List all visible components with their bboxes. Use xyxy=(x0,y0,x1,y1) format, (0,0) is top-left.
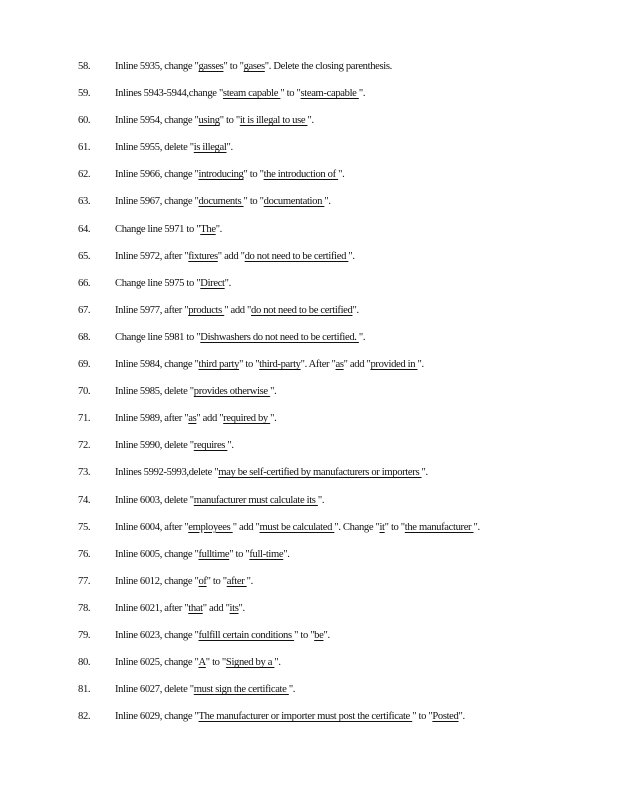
quoted-phrase: Direct xyxy=(200,277,225,289)
quoted-phrase: is illegal xyxy=(193,142,227,154)
list-item xyxy=(0,492,618,519)
list-item xyxy=(0,356,618,383)
quoted-phrase: steam-capable xyxy=(300,88,359,100)
item-number: 58. xyxy=(78,61,91,72)
quoted-phrase: fulltime xyxy=(198,548,230,560)
quoted-phrase: after xyxy=(226,575,247,587)
list-item xyxy=(0,573,618,600)
item-text: Inline 6021, after "that" add "its". xyxy=(115,602,245,614)
item-text: Change line 5981 to "Dishwashers do not need to be certified. ". xyxy=(115,331,366,343)
quoted-phrase: documentation xyxy=(263,196,325,208)
quoted-phrase: its xyxy=(229,602,239,614)
quoted-phrase: provides otherwise xyxy=(193,386,271,398)
item-text: Inline 5967, change "documents " to "documentation ". xyxy=(115,196,331,208)
list-item xyxy=(0,58,618,85)
item-text: Inline 6029, change "The manufacturer or importer must post the certificate " to "Posted". xyxy=(115,711,465,723)
quoted-phrase: required by xyxy=(223,413,271,425)
quoted-phrase: manufacturer must calculate its xyxy=(193,494,318,506)
item-number: 73. xyxy=(78,467,91,479)
item-text: Change line 5971 to "The". xyxy=(115,223,222,235)
quoted-phrase: The manufacturer or importer must post the certificate xyxy=(198,711,413,723)
list-item xyxy=(0,221,618,248)
list-item xyxy=(0,383,618,410)
item-text: Inline 6025, change "A" to "Signed by a ". xyxy=(115,657,281,669)
quoted-phrase: as xyxy=(188,413,197,425)
quoted-phrase: third-party xyxy=(259,359,301,371)
quoted-phrase: as xyxy=(335,359,344,371)
list-item xyxy=(0,166,618,193)
quoted-phrase: it xyxy=(379,521,385,533)
list-item xyxy=(0,329,618,356)
item-text: Change line 5975 to "Direct". xyxy=(115,277,231,289)
quoted-phrase: Posted xyxy=(432,711,459,723)
item-text: Inline 5990, delete "requires ". xyxy=(115,440,234,452)
item-text: Inline 5972, after "fixtures" add "do not need to be certified ". xyxy=(115,250,355,262)
item-number: 61. xyxy=(78,142,91,154)
item-number: 60. xyxy=(78,115,91,127)
list-item xyxy=(0,519,618,546)
list-item xyxy=(0,627,618,654)
item-number: 69. xyxy=(78,359,91,371)
item-text: Inlines 5992-5993,delete "may be self-certified by manufacturers or importers ". xyxy=(115,467,428,479)
quoted-phrase: must be calculated xyxy=(259,521,335,533)
list-item xyxy=(0,600,618,627)
list-item xyxy=(0,681,618,708)
item-number: 68. xyxy=(78,331,91,343)
item-number: 82. xyxy=(78,711,91,723)
item-text: Inline 5966, change "introducing" to "the introduction of ". xyxy=(115,169,345,181)
list-item xyxy=(0,708,618,735)
item-text: Inline 5985, delete "provides otherwise ". xyxy=(115,386,277,398)
item-text: Inlines 5943-5944,change "steam capable " to "steam-capable ". xyxy=(115,88,366,100)
item-text: Inline 6004, after "employees " add "must be calculated ". Change "it" to "the manufacturer ". xyxy=(115,521,480,533)
item-number: 64. xyxy=(78,223,91,235)
item-number: 65. xyxy=(78,250,91,262)
quoted-phrase: third party xyxy=(198,359,240,371)
quoted-phrase: steam capable xyxy=(222,88,281,100)
item-number: 67. xyxy=(78,304,91,316)
list-item xyxy=(0,248,618,275)
item-text: Inline 6003, delete "manufacturer must calculate its ". xyxy=(115,494,325,506)
item-number: 80. xyxy=(78,657,91,669)
item-text: Inline 5989, after "as" add "required by ". xyxy=(115,413,277,425)
quoted-phrase: do not need to be certified xyxy=(251,304,353,316)
item-text: Inline 6023, change "fulfill certain conditions " to "be". xyxy=(115,629,330,641)
item-number: 62. xyxy=(78,169,91,181)
item-number: 77. xyxy=(78,575,91,587)
item-number: 63. xyxy=(78,196,91,208)
quoted-phrase: introducing xyxy=(198,169,244,181)
list-item xyxy=(0,112,618,139)
quoted-phrase: it is illegal to use xyxy=(239,115,308,127)
item-number: 78. xyxy=(78,602,91,614)
quoted-phrase: that xyxy=(188,602,203,614)
quoted-phrase: the manufacturer xyxy=(404,521,474,533)
quoted-phrase: fixtures xyxy=(188,250,218,262)
item-number: 72. xyxy=(78,440,91,452)
list-item xyxy=(0,139,618,166)
item-number: 59. xyxy=(78,88,91,100)
item-number: 79. xyxy=(78,629,91,641)
item-text: Inline 5935, change "gasses" to "gases". Delete the closing parenthesis. xyxy=(115,61,392,72)
quoted-phrase: gases xyxy=(243,61,265,72)
quoted-phrase: the introduction of xyxy=(263,169,339,181)
list-item xyxy=(0,302,618,329)
list-item xyxy=(0,275,618,302)
item-text: Inline 5954, change "using" to "it is illegal to use ". xyxy=(115,115,314,127)
item-number: 66. xyxy=(78,277,91,289)
item-number: 70. xyxy=(78,386,91,398)
quoted-phrase: full-time xyxy=(249,548,284,560)
quoted-phrase: provided in xyxy=(370,359,418,371)
item-text: Inline 6005, change "fulltime" to "full-time". xyxy=(115,548,290,560)
item-text: Inline 6012, change "of" to "after ". xyxy=(115,575,253,587)
list-item xyxy=(0,437,618,464)
item-number: 81. xyxy=(78,684,91,696)
list-item xyxy=(0,410,618,437)
list-item xyxy=(0,654,618,681)
quoted-phrase: requires xyxy=(193,440,228,452)
item-text: Inline 5977, after "products " add "do not need to be certified". xyxy=(115,304,359,316)
quoted-phrase: documents xyxy=(198,196,244,208)
quoted-phrase: do not need to be certified xyxy=(244,250,349,262)
quoted-phrase: The xyxy=(200,223,216,235)
item-text: Inline 5955, delete "is illegal". xyxy=(115,142,233,154)
quoted-phrase: must sign the certificate xyxy=(193,684,289,696)
list-item xyxy=(0,193,618,220)
quoted-phrase: be xyxy=(314,629,324,641)
item-text: Inline 6027, delete "must sign the certificate ". xyxy=(115,684,296,696)
quoted-phrase: gasses xyxy=(198,61,224,72)
quoted-phrase: fulfill certain conditions xyxy=(198,629,295,641)
list-item xyxy=(0,464,618,491)
item-number: 76. xyxy=(78,548,91,560)
item-number: 71. xyxy=(78,413,91,425)
quoted-phrase: Signed by a xyxy=(225,657,275,669)
amendment-list xyxy=(0,58,618,735)
list-item xyxy=(0,85,618,112)
item-number: 75. xyxy=(78,521,91,533)
quoted-phrase: may be self-certified by manufacturers or importers xyxy=(218,467,422,479)
item-text: Inline 5984, change "third party" to "third-party". After "as" add "provided in ". xyxy=(115,359,424,371)
quoted-phrase: of xyxy=(198,575,207,587)
quoted-phrase: A xyxy=(198,657,206,669)
quoted-phrase: products xyxy=(188,304,225,316)
quoted-phrase: Dishwashers do not need to be certified. xyxy=(200,331,359,343)
item-number: 74. xyxy=(78,494,91,506)
quoted-phrase: using xyxy=(198,115,220,127)
list-item xyxy=(0,546,618,573)
quoted-phrase: employees xyxy=(188,521,233,533)
